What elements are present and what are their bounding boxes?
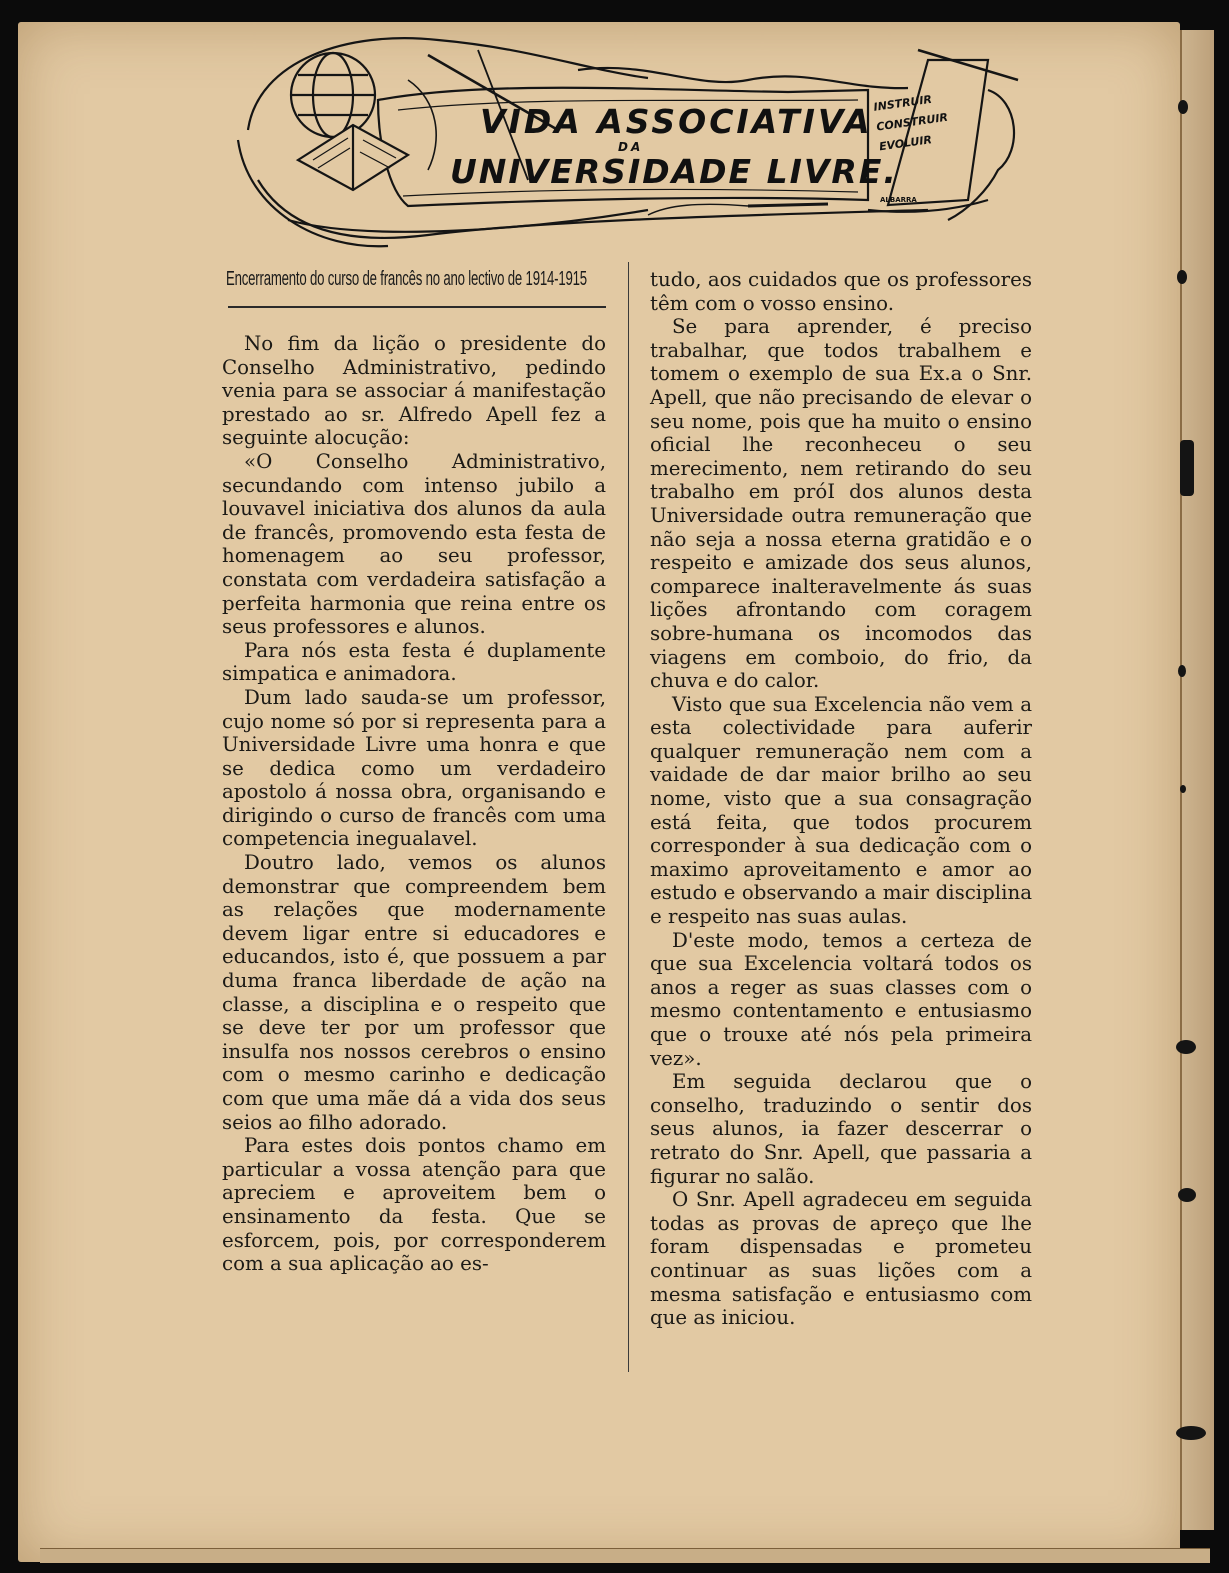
- masthead-connector: DA: [618, 140, 644, 154]
- paragraph: D'este modo, temos a certeza de que sua Excelencia voltará todos os anos a reger as suas classes com o mesmo contentamento e entusiasmo que o trouxe até nós pela primeira vez».: [650, 928, 1032, 1070]
- illustrator-signature: ALBARRA: [880, 196, 917, 204]
- paragraph: tudo, aos cuidados que os professores têm com o vosso ensino.: [650, 268, 1032, 315]
- left-column: [222, 332, 606, 1276]
- binding-mark: [1177, 270, 1187, 284]
- paragraph: Visto que sua Excelencia não vem a esta colectividade para auferir qualquer remuneração nem com a vaidade de dar maior brilho ao seu nome, visto que a sua consagração está feita, que todos procurem corresponder à sua dedicação com o maximo aproveitamento e amor ao estudo e observando a mair disciplina e respeito nas suas aulas.: [650, 692, 1032, 929]
- paragraph: Para estes dois pontos chamo em particular a vossa atenção para que apreciem e aproveitem bem o ensinamento da festa. Que se esforcem, pois, por corresponderem com a sua aplicação ao es-: [222, 1134, 606, 1276]
- binding-mark: [1178, 100, 1188, 114]
- binding-mark: [1178, 1188, 1196, 1202]
- next-page-edge: [1180, 30, 1214, 1530]
- masthead: [228, 20, 1028, 250]
- page-bottom-edge: [40, 1548, 1210, 1563]
- paragraph: Se para aprender, é preciso trabalhar, que todos trabalhem e tomem o exemplo de sua Ex.a o Snr. Apell, que não precisando de elevar o seu nome, pois que ha muito o ensino oficial lhe reconheceu o seu merecimento, nem retirando do seu trabalho em próI dos alunos desta Universidade outra remuneração que não seja a nossa eterna gratidão e o respeito e amizade dos seus alunos, comparece inalteravelmente ás suas lições afrontando com coragem sobre-humana os incomodos das viagens em comboio, do frio, da chuva e do calor.: [650, 315, 1032, 693]
- masthead-subtitle: UNIVERSIDADE LIVRE.: [450, 152, 898, 191]
- right-column: [650, 268, 1032, 1330]
- paragraph: «O Conselho Administrativo, secundando com intenso jubilo a louvavel iniciativa dos alunos da aula de francês, promovendo esta festa de homenagem ao seu professor, constata com verdadeira satisfação a perfeita harmonia que reina entre os seus professores e alunos.: [222, 449, 606, 639]
- paragraph: Doutro lado, vemos os alunos demonstrar que compreendem bem as relações que modernamente devem ligar entre si educadores e educandos, isto é, que possuem a par duma franca liberdade de ação na classe, a disciplina e o respeito que se deve ter por um professor que insulfa nos nossos cerebros o ensino com o mesmo carinho e dedicação com que uma mãe dá a vida dos seus seios ao filho adorado.: [222, 851, 606, 1134]
- binding-mark: [1180, 440, 1194, 496]
- binding-mark: [1180, 785, 1186, 793]
- paragraph: Dum lado sauda-se um professor, cujo nome só por si representa para a Universidade Livre uma honra e que se dedica como um verdadeiro apostolo á nossa obra, organisando e dirigindo o curso de francês com uma competencia inegualavel.: [222, 685, 606, 851]
- masthead-title: VIDA ASSOCIATIVA: [480, 102, 873, 141]
- binding-mark: [1176, 1426, 1206, 1440]
- paragraph: Em seguida declarou que o conselho, traduzindo o sentir dos seus alunos, ia fazer descerrar o retrato do Snr. Apell, que passaria a figurar no salão.: [650, 1070, 1032, 1188]
- paragraph: No fim da lição o presidente do Conselho Administrativo, pedindo venia para se associar á manifestação prestado ao sr. Alfredo Apell fez a seguinte alocução:: [222, 332, 606, 450]
- paragraph: O Snr. Apell agradeceu em seguida todas as provas de apreço que lhe foram dispensadas e prometeu continuar as suas lições com a mesma satisfação e entusiasmo com que as iniciou.: [650, 1188, 1032, 1330]
- motto-line: CONSTRUIR: [875, 110, 949, 134]
- motto-line: EVOLUIR: [878, 133, 933, 154]
- binding-mark: [1178, 665, 1186, 677]
- motto-line: INSTRUIR: [872, 92, 933, 114]
- paragraph: Para nós esta festa é duplamente simpatica e animadora.: [222, 638, 606, 686]
- binding-mark: [1176, 1040, 1196, 1054]
- article-heading: Encerramento do curso de francês no ano lectivo de 1914-1915: [226, 268, 587, 290]
- heading-rule: [228, 306, 606, 308]
- column-divider: [628, 262, 629, 1372]
